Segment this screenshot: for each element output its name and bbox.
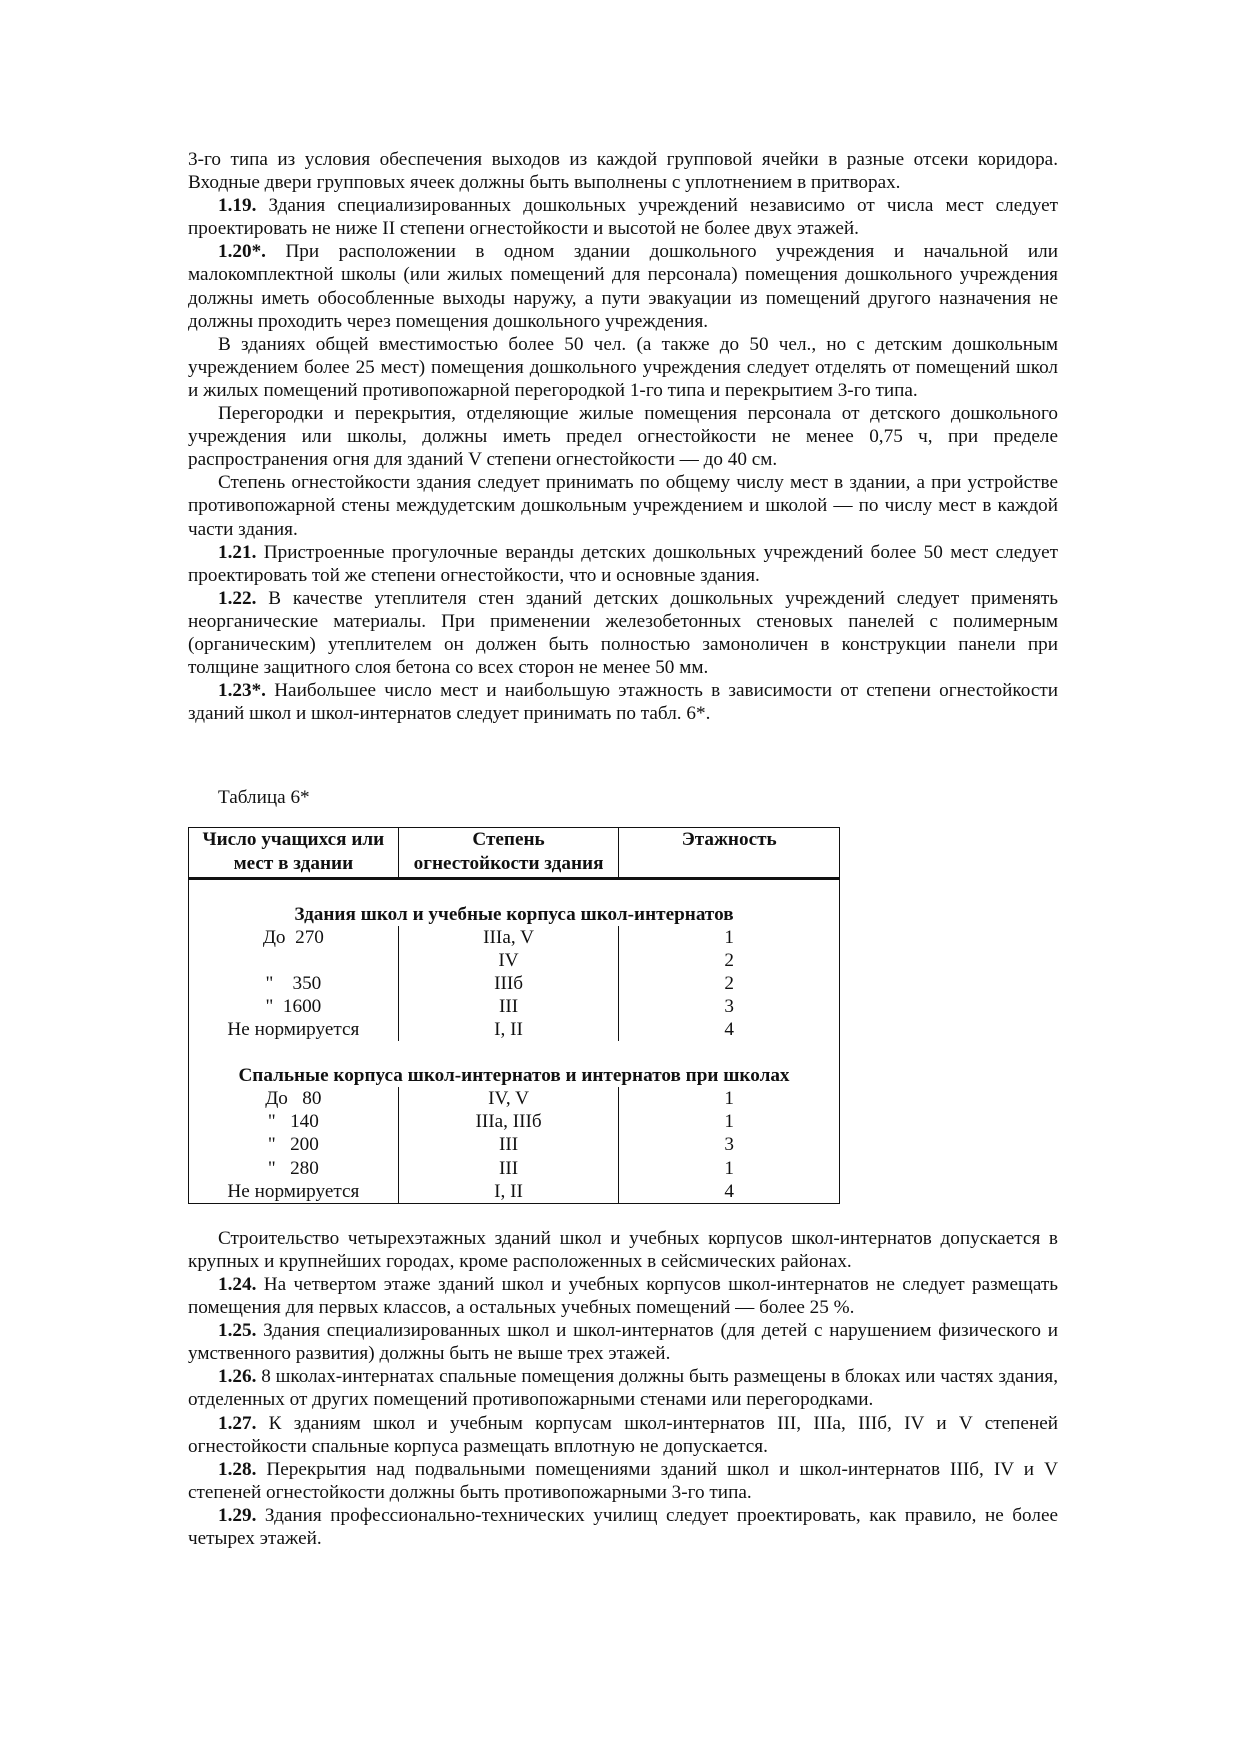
cell-floors: 3 xyxy=(724,1134,734,1156)
paragraph-1-21 xyxy=(188,541,1058,587)
cell-fire-degree: I, II xyxy=(398,1018,619,1041)
paragraph-text: В качестве утеплителя стен зданий детских дошкольных учреждений следует применять неорганические материалы. При применении железобетонных стеновых панелей с полимерным (органическим) утеплителем он должен быть полностью замоноличен в конструкции панели при толщине защитного слоя бетона со всех сторон не менее 50 мм. xyxy=(188,587,1058,679)
header-capacity: Число учащихся или мест в здании xyxy=(189,828,399,878)
paragraph-text: К зданиям школ и учебным корпусам школ-интернатов III, IIIa, IIIб, IV и V степеней огнестойкости спальные корпуса размещать вплотную не допускается. xyxy=(188,1412,1058,1457)
table-row xyxy=(189,1133,840,1156)
table-caption: Таблица 6* xyxy=(218,787,310,809)
table-row xyxy=(189,972,840,995)
cell-fire-degree: IIIa, IIIб xyxy=(398,1110,619,1133)
cell-floors: 2 xyxy=(724,949,734,971)
paragraph-partitions xyxy=(188,402,1058,471)
clause-number: 1.25. xyxy=(218,1320,257,1342)
cell-capacity: " 350 xyxy=(189,972,399,995)
paragraph-1-23 xyxy=(188,679,1058,725)
paragraph-text: Перегородки и перекрытия, отделяющие жилые помещения персонала от детского дошкольного учреждения или школы, должны иметь предел огнестойкости не менее 0,75 ч, при пределе распространения огня для зданий V степени огнестойкости — до 40 см. xyxy=(188,403,1058,471)
cell-fire-degree: I, II xyxy=(398,1180,619,1204)
paragraph-continuation xyxy=(188,148,1058,194)
table-row xyxy=(189,1157,840,1180)
paragraph-text: Степень огнестойкости здания следует принимать по общему числу мест в здании, а при устройстве противопожарной стены междудетским дошкольным учреждением и школой — по числу мест в каждой части здания. xyxy=(188,472,1058,540)
header-floors: Этажность xyxy=(619,828,840,878)
cell-capacity: Не нормируется xyxy=(189,1018,399,1041)
table-section-header xyxy=(189,1041,840,1087)
after-table-text xyxy=(188,1227,1058,1550)
cell-fire-degree: III xyxy=(398,995,619,1018)
paragraph-1-28 xyxy=(188,1458,1058,1504)
paragraph-1-22 xyxy=(188,587,1058,679)
paragraph-text: При расположении в одном здании дошкольного учреждения и начальной или малокомплектной школы (или жилых помещений для персонала) помещения дошкольного учреждения должны иметь обособленные выходы наружу, а пути эвакуации из помещений другого назначения не должны проходить через помещения дошкольного учреждения. xyxy=(188,241,1058,332)
cell-floors: 1 xyxy=(724,1157,734,1179)
paragraph-text: Здания профессионально-технических училищ следует проектировать, как правило, не более четырех этажей. xyxy=(188,1504,1058,1549)
paragraph-text: Строительство четырехэтажных зданий школ и учебных корпусов школ-интернатов допускается в крупных и крупнейших городах, кроме расположенных в сейсмических районах. xyxy=(188,1227,1058,1272)
cell-capacity: " 280 xyxy=(189,1157,399,1180)
cell-floors: 2 xyxy=(724,972,734,994)
paragraph-1-24 xyxy=(188,1273,1058,1319)
table-row xyxy=(189,995,840,1018)
paragraph-1-26 xyxy=(188,1365,1058,1411)
table-section-header xyxy=(189,878,840,926)
cell-capacity: " 1600 xyxy=(189,995,399,1018)
cell-capacity: " 140 xyxy=(189,1110,399,1133)
fire-resistance-table xyxy=(188,827,840,1203)
cell-fire-degree: III xyxy=(398,1157,619,1180)
table-row xyxy=(189,926,840,949)
cell-capacity: " 200 xyxy=(189,1133,399,1156)
cell-fire-degree: IV xyxy=(398,949,619,972)
table-row xyxy=(189,949,840,972)
paragraph-1-29 xyxy=(188,1504,1058,1550)
cell-floors: 1 xyxy=(724,1111,734,1133)
section-title: Спальные корпуса школ-интернатов и интернатов при школах xyxy=(238,1065,790,1087)
header-fire-degree: Степень огнестойкости здания xyxy=(398,828,619,878)
paragraph-text: Перекрытия над подвальными помещениями зданий школ и школ-интернатов IIIб, IV и V степеней огнестойкости должны быть противопожарными 3-го типа. xyxy=(188,1458,1058,1503)
cell-floors: 4 xyxy=(724,1019,734,1041)
cell-fire-degree: IIIa, V xyxy=(398,926,619,949)
table-header-row xyxy=(189,828,840,878)
clause-number: 1.24. xyxy=(218,1273,257,1295)
paragraph-text: Пристроенные прогулочные веранды детских дошкольных учреждений более 50 мест следует проектировать той же степени огнестойкости, что и основные здания. xyxy=(188,541,1058,586)
clause-number: 1.20*. xyxy=(218,241,266,263)
cell-capacity: До 270 xyxy=(189,926,399,949)
document-page xyxy=(188,148,1058,1550)
section-title: Здания школ и учебные корпуса школ-интернатов xyxy=(294,903,734,925)
paragraph-text: 3-го типа из условия обеспечения выходов из каждой групповой ячейки в разные отсеки коридора. Входные двери групповых ячеек должны быть выполнены с уплотнением в притворах. xyxy=(188,149,1058,194)
clause-number: 1.19. xyxy=(218,195,257,217)
table-row xyxy=(189,1180,840,1204)
clause-number: 1.23*. xyxy=(218,680,266,702)
clause-number: 1.22. xyxy=(218,587,257,609)
clause-number: 1.28. xyxy=(218,1458,257,1480)
paragraph-text: Наибольшее число мест и наибольшую этажность в зависимости от степени огнестойкости зданий школ и школ-интернатов следует принимать по табл. 6*. xyxy=(188,680,1058,725)
paragraph-text: 8 школах-интернатах спальные помещения должны быть размещены в блоках или частях здания, отделенных от других помещений противопожарными стенами или перегородками. xyxy=(188,1366,1058,1411)
paragraph-1-25 xyxy=(188,1319,1058,1365)
clause-number: 1.21. xyxy=(218,541,257,563)
table-row xyxy=(189,1110,840,1133)
paragraph-1-27 xyxy=(188,1412,1058,1458)
clause-number: 1.27. xyxy=(218,1412,257,1434)
clause-number: 1.26. xyxy=(218,1366,257,1388)
paragraph-text: На четвертом этаже зданий школ и учебных корпусов школ-интернатов не следует размещать помещения для первых классов, а остальных учебных помещений — более 25 %. xyxy=(188,1273,1058,1319)
cell-floors: 4 xyxy=(619,1180,840,1204)
cell-floors: 1 xyxy=(724,1088,734,1110)
clause-number: 1.29. xyxy=(218,1504,257,1526)
paragraph-text: Здания специализированных дошкольных учреждений независимо от числа мест следует проектировать не ниже II степени огнестойкости и высотой не более двух этажей. xyxy=(188,195,1058,240)
cell-fire-degree: IV, V xyxy=(398,1087,619,1110)
paragraph-1-19 xyxy=(188,194,1058,240)
paragraph-1-20 xyxy=(188,240,1058,332)
cell-floors: 3 xyxy=(724,996,734,1017)
table-row xyxy=(189,1087,840,1110)
cell-floors: 1 xyxy=(724,926,734,948)
paragraph-text: Здания специализированных школ и школ-интернатов (для детей с нарушением физического и умственного развития) должны быть не выше трех этажей. xyxy=(188,1320,1058,1365)
paragraph-text: В зданиях общей вместимостью более 50 чел. (а также до 50 чел., но с детским дошкольным учреждением более 25 мест) помещения дошкольного учреждения следует отделять от помещений школ и жилых помещений противопожарной перегородкой 1-го типа и перекрытием 3-го типа. xyxy=(188,333,1058,401)
table-row xyxy=(189,1018,840,1041)
paragraph-fire-degree xyxy=(188,471,1058,540)
cell-fire-degree: III xyxy=(398,1133,619,1156)
cell-capacity: До 80 xyxy=(189,1087,399,1110)
paragraph-four-storey xyxy=(188,1227,1058,1273)
cell-fire-degree: IIIб xyxy=(398,972,619,995)
cell-capacity xyxy=(189,949,399,972)
cell-capacity: Не нормируется xyxy=(189,1180,399,1204)
paragraph-capacity xyxy=(188,333,1058,402)
